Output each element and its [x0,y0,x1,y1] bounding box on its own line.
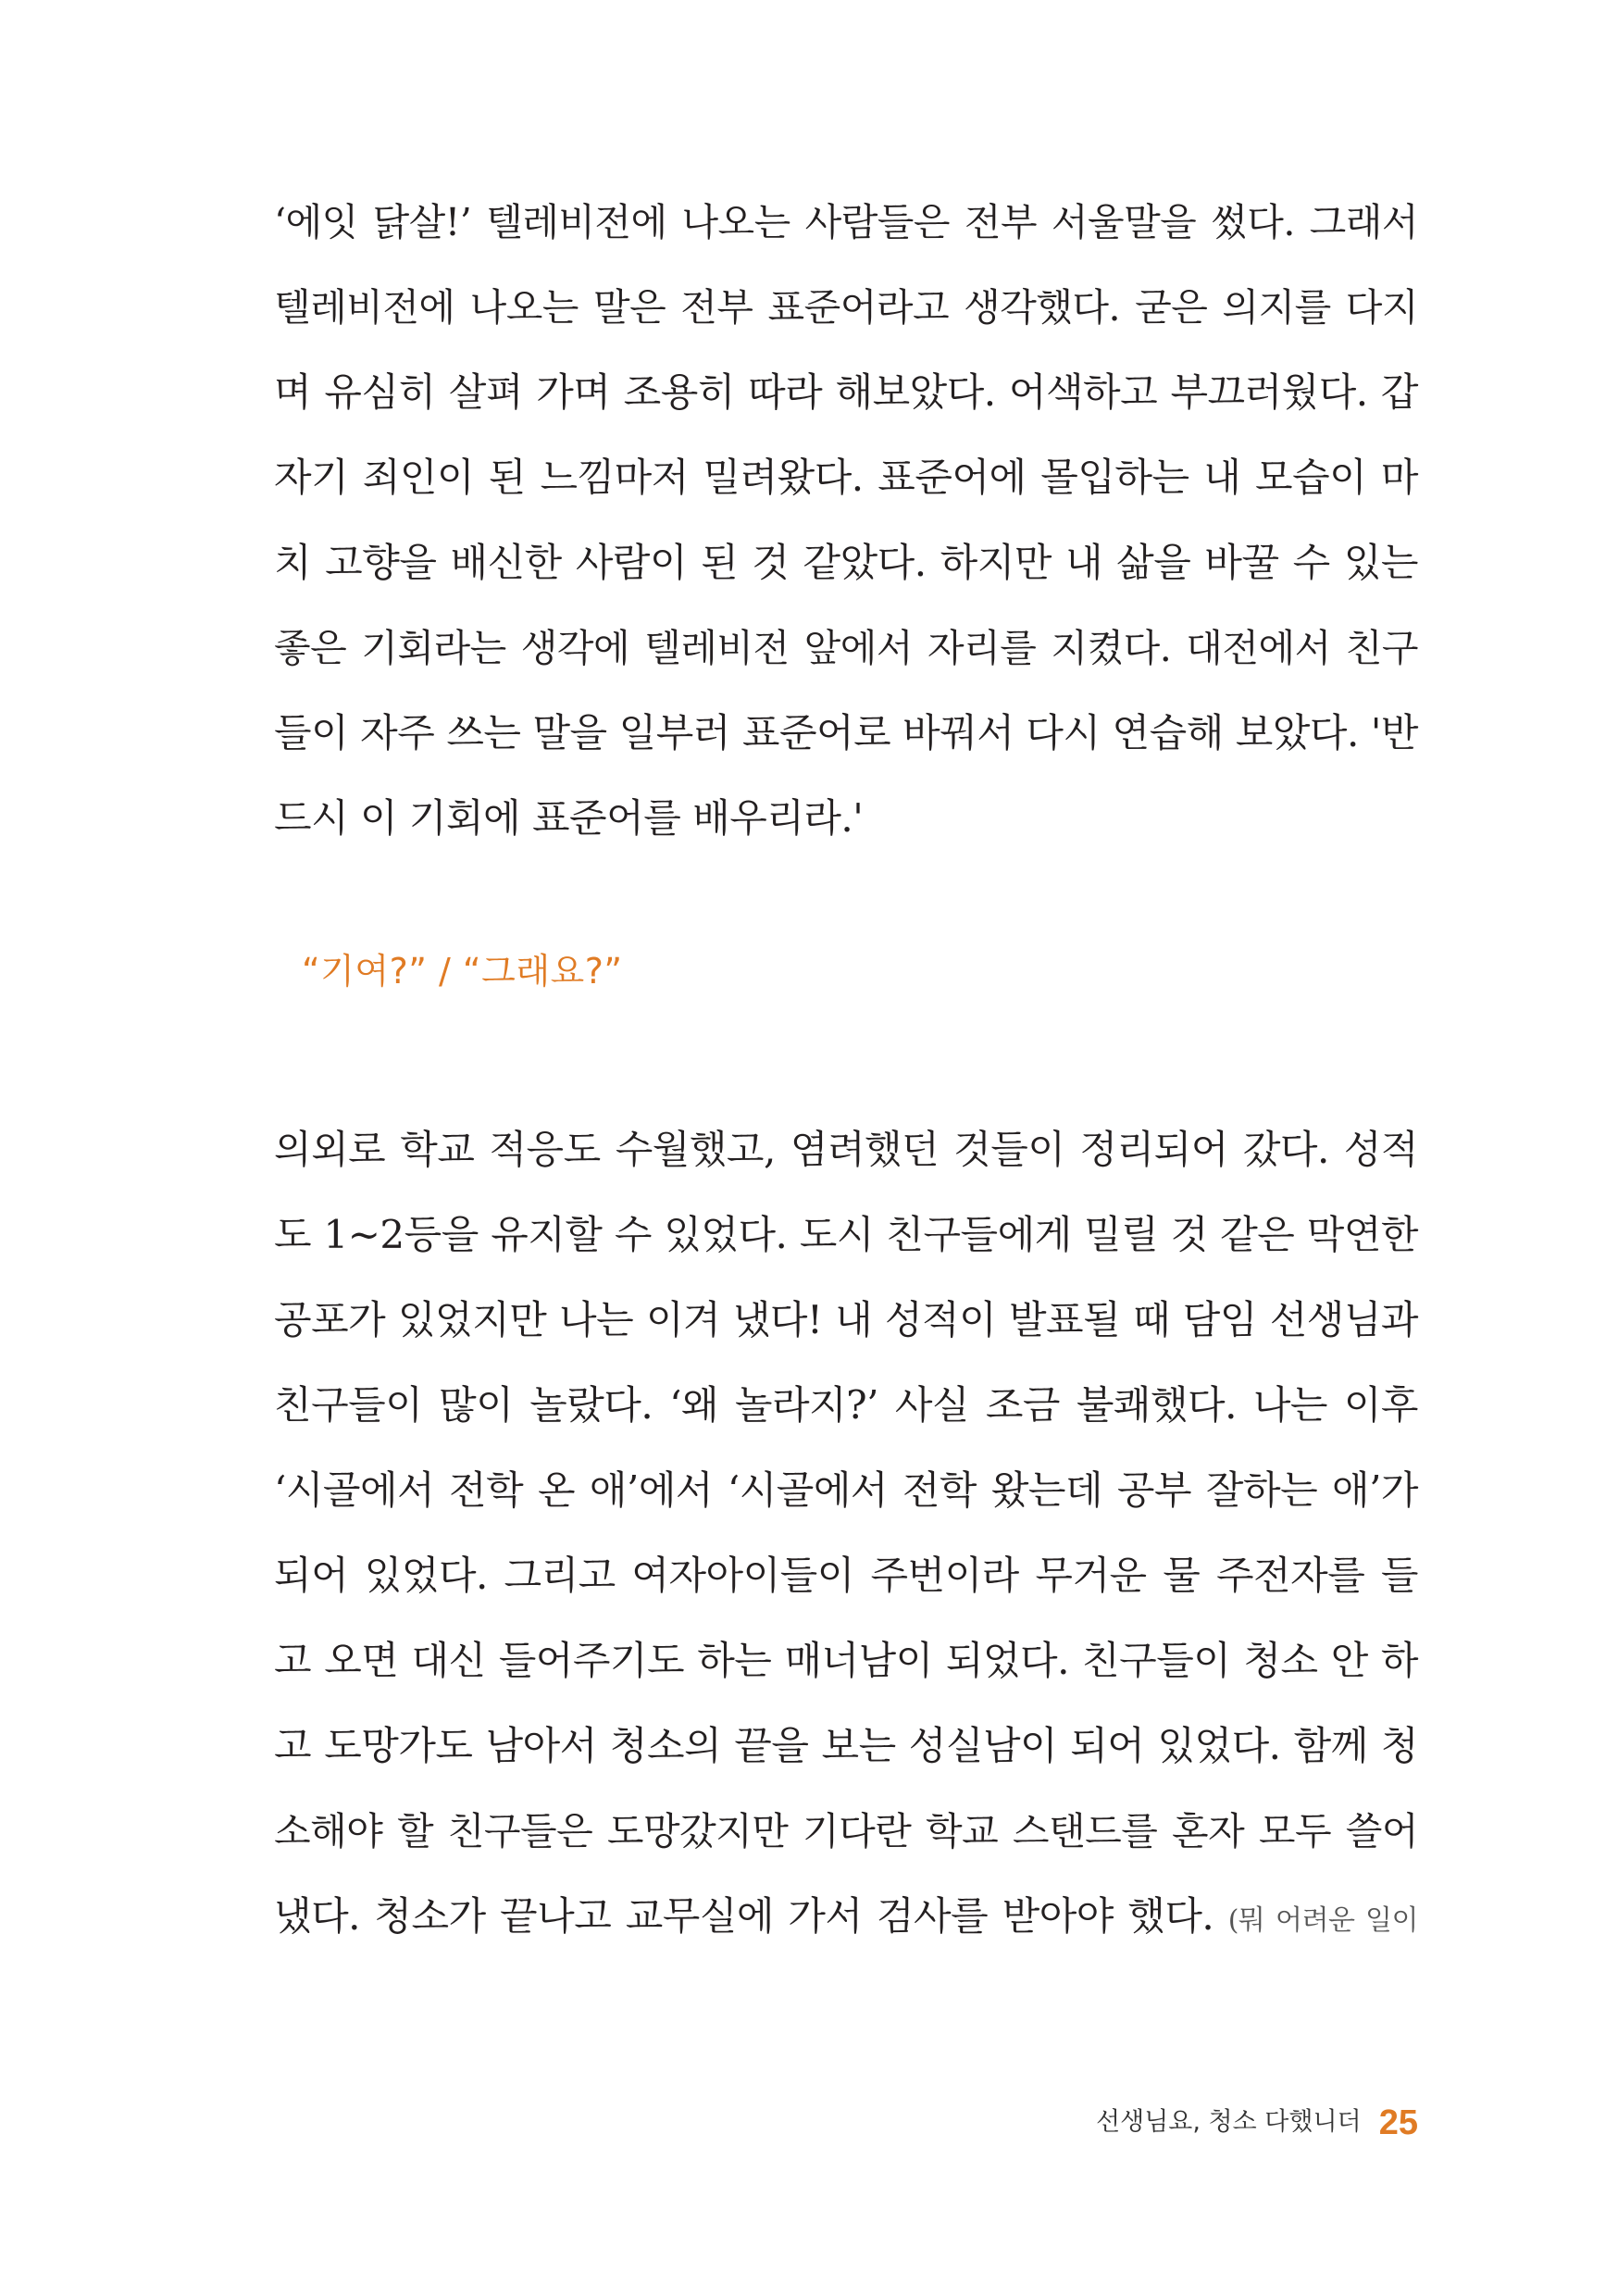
page-footer [1096,2094,1418,2150]
last-line-main-text: 냈다. 청소가 끝나고 교무실에 가서 검사를 받아야 했다. [274,1893,1214,1939]
paragraph-2-line-4: 친구들이 많이 놀랐다. ‘왜 놀라지?’ 사실 조금 불쾌했다. 나는 이후 [274,1382,1418,1428]
paragraph-2-line-7: 고 오면 대신 들어주기도 하는 매너남이 되었다. 친구들이 청소 안 하 [274,1638,1418,1683]
page-number: 25 [1378,2103,1418,2142]
last-line-aside-text: (뭐 어려운 일이 [1227,1904,1419,1937]
paragraph-1-line-7: 들이 자주 쓰는 말을 일부러 표준어로 바꿔서 다시 연습해 보았다. '반 [274,710,1418,755]
paragraph-1-line-2: 텔레비전에 나오는 말은 전부 표준어라고 생각했다. 굳은 의지를 다지 [274,285,1418,330]
paragraph-1-line-3: 며 유심히 살펴 가며 조용히 따라 해보았다. 어색하고 부끄러웠다. 갑 [274,369,1418,415]
paragraph-2-line-5: ‘시골에서 전학 온 애’에서 ‘시골에서 전학 왔는데 공부 잘하는 애’가 [274,1467,1418,1513]
paragraph-2-line-2: 도 1~2등을 유지할 수 있었다. 도시 친구들에게 밀릴 것 같은 막연한 [274,1212,1418,1257]
paragraph-2-line-3: 공포가 있었지만 나는 이겨 냈다! 내 성적이 발표될 때 담임 선생님과 [274,1297,1418,1342]
paragraph-1-line-8: 드시 이 기회에 표준어를 배우리라.' [274,795,864,841]
section-subheading: “기여?” / “그래요?” [302,951,623,992]
paragraph-1-line-5: 치 고향을 배신한 사람이 된 것 같았다. 하지만 내 삶을 바꿀 수 있는 [274,540,1418,585]
paragraph-1-line-1: ‘에잇 닭살!’ 텔레비전에 나오는 사람들은 전부 서울말을 썼다. 그래서 [274,200,1418,244]
paragraph-1-line-6: 좋은 기회라는 생각에 텔레비전 앞에서 자리를 지켰다. 대전에서 친구 [274,626,1418,670]
paragraph-2-line-6: 되어 있었다. 그리고 여자아이들이 주번이라 무거운 물 주전자를 들 [274,1553,1418,1598]
paragraph-2-line-1: 의외로 학교 적응도 수월했고, 염려했던 것들이 정리되어 갔다. 성적 [274,1127,1418,1172]
running-title: 선생님요, 청소 다했니더 [1096,2107,1362,2137]
paragraph-1-line-4: 자기 죄인이 된 느낌마저 밀려왔다. 표준어에 몰입하는 내 모습이 마 [274,455,1418,500]
paragraph-2-line-10 [274,1874,1418,1959]
paragraph-2-line-9: 소해야 할 친구들은 도망갔지만 기다란 학교 스탠드를 혼자 모두 쓸어 [274,1809,1418,1853]
paragraph-2-line-8: 고 도망가도 남아서 청소의 끝을 보는 성실남이 되어 있었다. 함께 청 [274,1723,1418,1768]
